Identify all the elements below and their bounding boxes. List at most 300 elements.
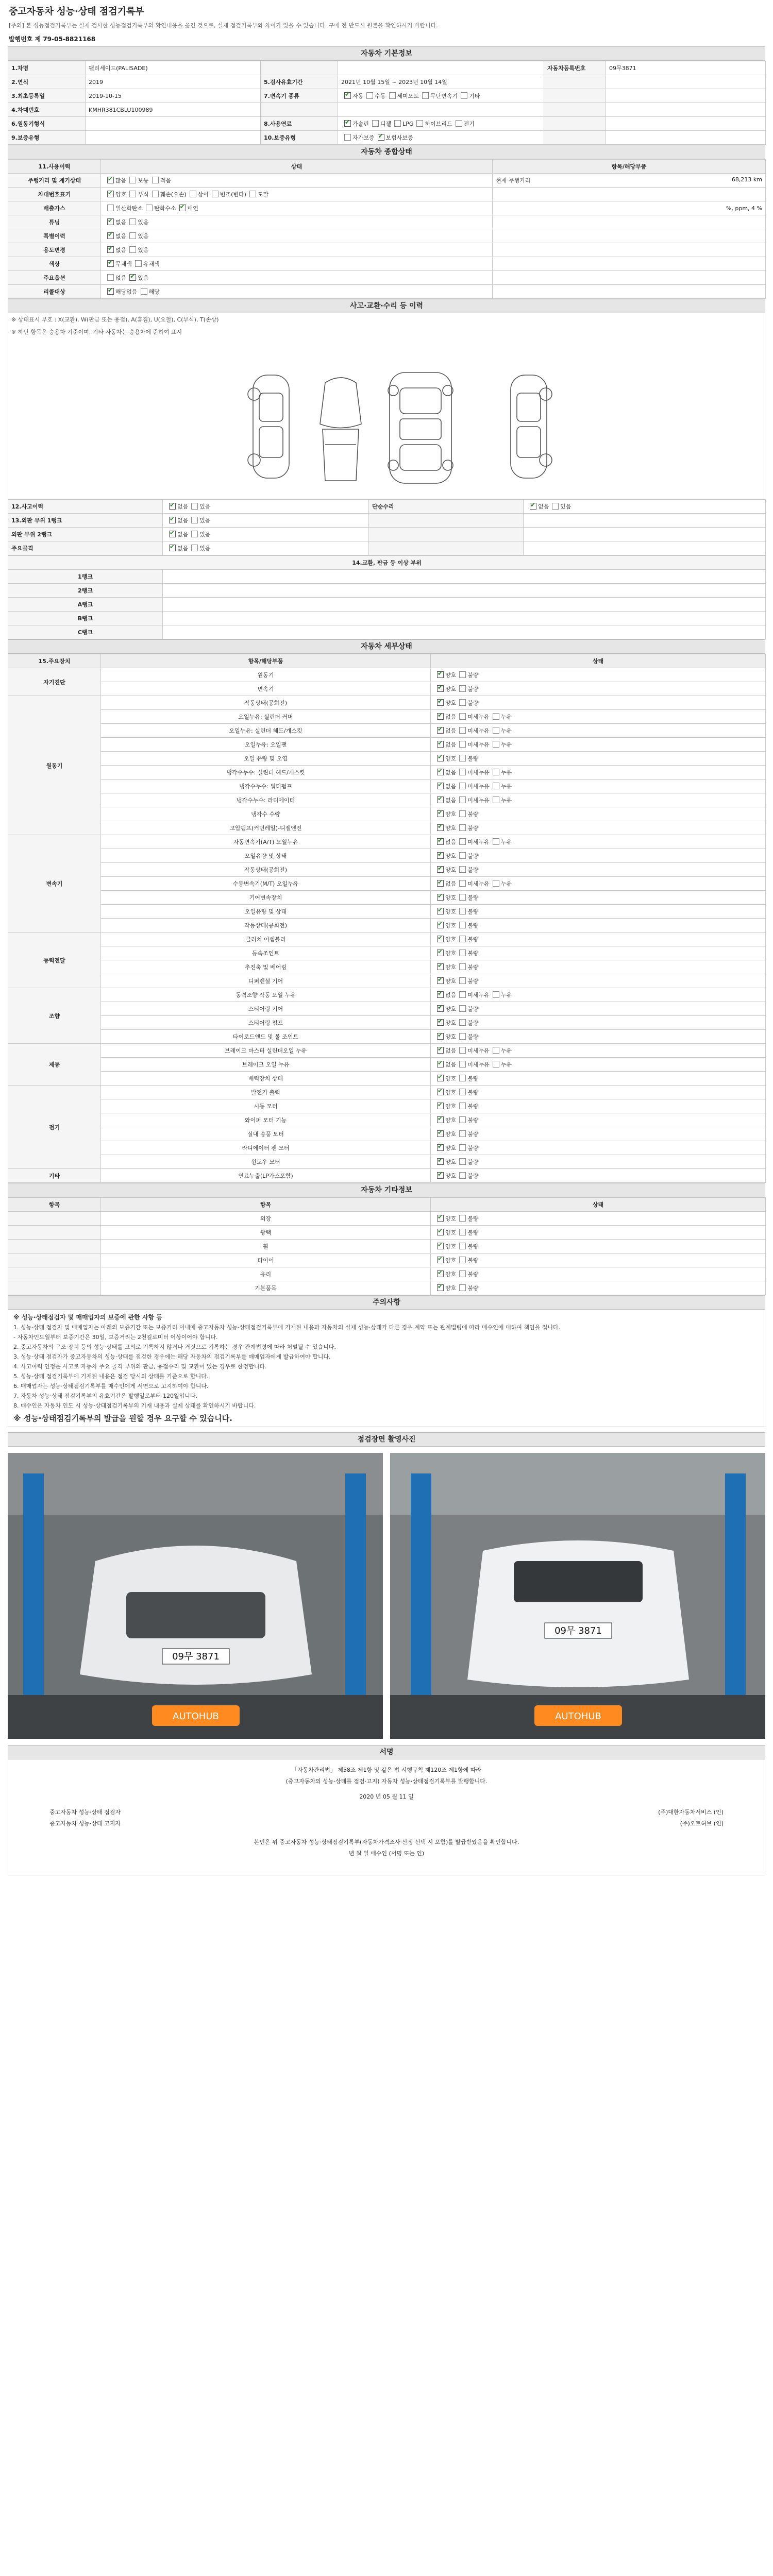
checkbox[interactable] xyxy=(459,838,466,845)
checkbox[interactable] xyxy=(190,191,196,197)
checkbox[interactable] xyxy=(129,246,136,253)
checkbox[interactable] xyxy=(372,120,379,127)
checkbox-label: 양호 xyxy=(445,894,457,901)
basic-row xyxy=(8,103,766,117)
overall-note-value: %, ppm, 4 % xyxy=(726,205,762,212)
checkbox[interactable] xyxy=(107,218,114,225)
checkbox[interactable] xyxy=(437,755,444,761)
checkbox[interactable] xyxy=(459,1075,466,1081)
checkbox[interactable] xyxy=(459,936,466,942)
checkbox-label: 일산화탄소 xyxy=(115,205,143,212)
checkbox[interactable] xyxy=(459,1172,466,1179)
checkbox[interactable] xyxy=(459,699,466,706)
basic-cell-v2 xyxy=(338,61,544,75)
cautions-title: ※ 성능·상태점검자 및 매매업자의 보증에 관한 사항 등 xyxy=(13,1314,162,1321)
detail-state xyxy=(431,933,766,946)
checkbox[interactable] xyxy=(107,274,114,281)
checkbox-label: 없음 xyxy=(445,741,457,748)
checkbox[interactable] xyxy=(493,1047,499,1054)
checkbox[interactable] xyxy=(191,531,198,537)
basic-cell-l1: 2.연식 xyxy=(8,75,86,89)
checkbox[interactable] xyxy=(437,741,444,748)
checkbox[interactable] xyxy=(107,177,114,183)
checkbox-label: 불량 xyxy=(467,755,479,762)
detail-state xyxy=(431,1141,766,1155)
checkbox-label: 미세누유 xyxy=(467,714,490,720)
overall-options xyxy=(101,201,493,215)
checkbox[interactable] xyxy=(459,769,466,775)
checkbox-label: 양호 xyxy=(445,1159,457,1165)
checkbox[interactable] xyxy=(459,1089,466,1095)
checkbox[interactable] xyxy=(459,810,466,817)
checkbox[interactable] xyxy=(191,517,198,523)
basic-row xyxy=(8,61,766,75)
other-group xyxy=(8,1226,101,1240)
checkbox[interactable] xyxy=(437,977,444,984)
checkbox[interactable] xyxy=(152,191,159,197)
rear-brand: AUTOHUB xyxy=(555,1711,601,1722)
checkbox[interactable] xyxy=(437,922,444,928)
overall-header: 11.사용이력 xyxy=(8,160,101,174)
other-table xyxy=(8,1197,766,1295)
buyer-confirm: 본인은 위 중고자동차 성능·상태점검기록부(자동차가격조사·산정 선택 시 포함)를 발급받았음을 확인합니다. xyxy=(254,1839,519,1845)
checkbox[interactable] xyxy=(459,1144,466,1151)
checkbox-label: 있음 xyxy=(138,275,149,281)
basic-cell-v1: 팰리세이드(PALISADE) xyxy=(86,61,261,75)
checkbox[interactable] xyxy=(459,880,466,887)
checkbox[interactable] xyxy=(459,1243,466,1249)
detail-state xyxy=(431,891,766,905)
checkbox[interactable] xyxy=(191,503,198,510)
detail-state xyxy=(431,1155,766,1169)
checkbox[interactable] xyxy=(422,92,429,99)
rank-row xyxy=(8,584,766,598)
detail-item: 브레이크 마스터 실린더오일 누유 xyxy=(101,1044,431,1058)
basic-cell-l3 xyxy=(544,117,606,131)
checkbox[interactable] xyxy=(437,1144,444,1151)
detail-header: 15.주요장치 xyxy=(8,654,101,668)
checkbox[interactable] xyxy=(437,1019,444,1026)
overall-row xyxy=(8,188,766,201)
checkbox[interactable] xyxy=(459,1005,466,1012)
rear-photo xyxy=(390,1453,765,1739)
detail-item: 작동상태(공회전) xyxy=(101,863,431,877)
dealer-label: 중고자동차 성능·상태 고지자 xyxy=(49,1820,121,1827)
detail-row xyxy=(8,1099,766,1113)
checkbox[interactable] xyxy=(459,894,466,901)
checkbox-label: 양호 xyxy=(115,191,127,198)
checkbox-label: 양호 xyxy=(445,1285,457,1292)
basic-cell-l3 xyxy=(544,131,606,145)
checkbox[interactable] xyxy=(129,191,136,197)
detail-item: 냉각수누수: 실린더 헤드/개스킷 xyxy=(101,766,431,779)
checkbox[interactable] xyxy=(378,134,384,141)
checkbox[interactable] xyxy=(459,685,466,692)
accident-label-2 xyxy=(369,514,524,528)
checkbox[interactable] xyxy=(493,783,499,789)
checkbox[interactable] xyxy=(437,1075,444,1081)
checkbox[interactable] xyxy=(437,810,444,817)
accident-options-2 xyxy=(524,500,766,514)
overall-note xyxy=(493,229,766,243)
checkbox[interactable] xyxy=(212,191,219,197)
checkbox[interactable] xyxy=(459,824,466,831)
detail-state xyxy=(431,668,766,682)
detail-state xyxy=(431,905,766,919)
overall-label: 차대번호표기 xyxy=(8,188,101,201)
overall-row xyxy=(8,215,766,229)
checkbox[interactable] xyxy=(437,1215,444,1222)
checkbox[interactable] xyxy=(493,741,499,748)
overall-options xyxy=(101,188,493,201)
detail-item: 윈도우 모터 xyxy=(101,1155,431,1169)
checkbox-label: 없음 xyxy=(445,797,457,804)
basic-cell-v3 xyxy=(606,89,766,103)
checkbox[interactable] xyxy=(459,671,466,678)
detail-item: 냉각수 수량 xyxy=(101,807,431,821)
checkbox-label: 양호 xyxy=(445,867,457,873)
checkbox-label: 양호 xyxy=(445,1229,457,1236)
detail-state xyxy=(431,779,766,793)
detail-item: 발전기 출력 xyxy=(101,1086,431,1099)
checkbox[interactable] xyxy=(459,991,466,998)
overall-options xyxy=(101,243,493,257)
checkbox[interactable] xyxy=(437,1284,444,1291)
checkbox[interactable] xyxy=(459,741,466,748)
checkbox[interactable] xyxy=(141,288,147,295)
legend-note: ※ 하단 항목은 승용차 기준이며, 기타 자동차는 승용차에 준하여 표시 xyxy=(11,329,182,335)
checkbox[interactable] xyxy=(459,1158,466,1165)
checkbox-label: 양호 xyxy=(445,686,457,692)
detail-item: 오일유량 및 상태 xyxy=(101,849,431,863)
car-outline-diagram xyxy=(243,362,562,491)
detail-state xyxy=(431,1030,766,1044)
checkbox-label: 불량 xyxy=(467,1006,479,1012)
overall-options xyxy=(101,229,493,243)
checkbox[interactable] xyxy=(456,120,462,127)
checkbox-label: 불량 xyxy=(467,867,479,873)
checkbox[interactable] xyxy=(179,205,186,211)
checkbox[interactable] xyxy=(107,232,114,239)
checkbox[interactable] xyxy=(366,92,373,99)
accident-row xyxy=(8,514,766,528)
other-state xyxy=(431,1240,766,1253)
overall-row xyxy=(8,201,766,215)
detail-item: 스티어링 펌프 xyxy=(101,1016,431,1030)
checkbox[interactable] xyxy=(459,1019,466,1026)
overall-header: 항목/해당부품 xyxy=(493,160,766,174)
checkbox[interactable] xyxy=(437,1243,444,1249)
checkbox[interactable] xyxy=(169,531,176,537)
detail-item: 작동상태(공회전) xyxy=(101,696,431,710)
checkbox[interactable] xyxy=(459,755,466,761)
checkbox-label: 누유 xyxy=(500,741,512,748)
checkbox[interactable] xyxy=(107,260,114,267)
checkbox-label: 양호 xyxy=(445,672,457,679)
checkbox[interactable] xyxy=(169,503,176,510)
checkbox[interactable] xyxy=(493,838,499,845)
checkbox-label: 양호 xyxy=(445,1103,457,1110)
checkbox-label: 미세누유 xyxy=(467,797,490,804)
checkbox[interactable] xyxy=(493,880,499,887)
detail-header: 상태 xyxy=(431,654,766,668)
checkbox[interactable] xyxy=(530,503,536,510)
basic-cell-l2: 7.변속기 종류 xyxy=(261,89,338,103)
checkbox-label: 있음 xyxy=(199,503,211,510)
detail-item: 자동변속기(A/T) 오일누유 xyxy=(101,835,431,849)
caution-line: - 자동차인도일부터 보증기간은 30일, 보증거리는 2천킬로미터 이상이어야 합니다. xyxy=(13,1334,218,1341)
checkbox[interactable] xyxy=(437,894,444,901)
checkbox[interactable] xyxy=(437,936,444,942)
overall-note xyxy=(493,188,766,201)
checkbox[interactable] xyxy=(459,1033,466,1040)
checkbox-label: 없음 xyxy=(445,992,457,998)
checkbox-label: 양호 xyxy=(445,1271,457,1278)
checkbox-label: 매연 xyxy=(187,205,198,212)
checkbox[interactable] xyxy=(437,1061,444,1067)
detail-row xyxy=(8,849,766,863)
checkbox[interactable] xyxy=(459,908,466,914)
checkbox-label: 불량 xyxy=(467,922,479,929)
overall-label: 배출가스 xyxy=(8,201,101,215)
checkbox[interactable] xyxy=(437,1047,444,1054)
checkbox[interactable] xyxy=(459,922,466,928)
detail-row xyxy=(8,891,766,905)
detail-state xyxy=(431,807,766,821)
checkbox[interactable] xyxy=(107,191,114,197)
checkbox[interactable] xyxy=(169,517,176,523)
basic-table xyxy=(8,61,766,145)
checkbox-label: 세미오토 xyxy=(397,93,419,99)
checkbox[interactable] xyxy=(129,177,136,183)
detail-state xyxy=(431,849,766,863)
checkbox[interactable] xyxy=(135,260,142,267)
detail-state xyxy=(431,1169,766,1183)
checkbox[interactable] xyxy=(459,1215,466,1222)
checkbox[interactable] xyxy=(437,1005,444,1012)
basic-row xyxy=(8,131,766,145)
checkbox[interactable] xyxy=(437,1158,444,1165)
checkbox[interactable] xyxy=(437,769,444,775)
checkbox[interactable] xyxy=(437,783,444,789)
checkbox[interactable] xyxy=(459,1130,466,1137)
caution-line: 3. 성능·상태 점검자가 중고자동차의 성능·상태를 점검한 경우에는 해당 자동차의 점검기록부를 매매업자에게 발급하여야 합니다. xyxy=(13,1353,331,1360)
checkbox[interactable] xyxy=(129,218,136,225)
checkbox-label: 양호 xyxy=(445,1075,457,1082)
checkbox[interactable] xyxy=(437,671,444,678)
other-state xyxy=(431,1226,766,1240)
detail-item: 디퍼렌셜 기어 xyxy=(101,974,431,988)
detail-item: 오일유량 및 상태 xyxy=(101,905,431,919)
checkbox[interactable] xyxy=(437,1257,444,1263)
checkbox[interactable] xyxy=(437,1033,444,1040)
checkbox[interactable] xyxy=(493,713,499,720)
checkbox[interactable] xyxy=(437,1116,444,1123)
checkbox[interactable] xyxy=(437,1270,444,1277)
checkbox[interactable] xyxy=(493,796,499,803)
checkbox[interactable] xyxy=(437,908,444,914)
checkbox-label: 불량 xyxy=(467,936,479,943)
checkbox-label: 불량 xyxy=(467,672,479,679)
checkbox[interactable] xyxy=(437,796,444,803)
overall-row xyxy=(8,285,766,299)
checkbox-label: 없음 xyxy=(115,233,127,240)
checkbox[interactable] xyxy=(493,1061,499,1067)
rank-value xyxy=(163,584,766,598)
checkbox[interactable] xyxy=(459,950,466,956)
checkbox[interactable] xyxy=(107,288,114,295)
detail-state xyxy=(431,863,766,877)
checkbox-label: 훼손(오손) xyxy=(160,191,187,198)
checkbox[interactable] xyxy=(437,685,444,692)
checkbox[interactable] xyxy=(344,134,351,141)
checkbox-label: 양호 xyxy=(445,853,457,859)
accident-label: 12.사고이력 xyxy=(8,500,163,514)
checkbox[interactable] xyxy=(437,1172,444,1179)
checkbox[interactable] xyxy=(437,866,444,873)
checkbox[interactable] xyxy=(249,191,256,197)
other-item: 유리 xyxy=(101,1267,431,1281)
checkbox[interactable] xyxy=(459,1229,466,1235)
checkbox-label: 무채색 xyxy=(115,261,132,267)
checkbox[interactable] xyxy=(459,727,466,734)
other-item: 휠 xyxy=(101,1240,431,1253)
checkbox[interactable] xyxy=(459,866,466,873)
overall-label: 리콜대상 xyxy=(8,285,101,299)
rank-label: C랭크 xyxy=(8,625,163,639)
rank-head: 14.교환, 판금 등 이상 부위 xyxy=(8,556,766,570)
rank-row xyxy=(8,598,766,612)
checkbox[interactable] xyxy=(459,1061,466,1067)
checkbox[interactable] xyxy=(437,838,444,845)
overall-label: 특별이력 xyxy=(8,229,101,243)
rank-label: 2랭크 xyxy=(8,584,163,598)
detail-item: 브레이크 오일 누유 xyxy=(101,1058,431,1072)
checkbox[interactable] xyxy=(169,545,176,551)
other-group xyxy=(8,1212,101,1226)
checkbox[interactable] xyxy=(437,1130,444,1137)
checkbox[interactable] xyxy=(459,1257,466,1263)
detail-group: 전기 xyxy=(8,1086,101,1169)
checkbox[interactable] xyxy=(437,963,444,970)
overall-row xyxy=(8,243,766,257)
checkbox[interactable] xyxy=(493,727,499,734)
checkbox-label: 있음 xyxy=(199,517,211,524)
checkbox-label: 양호 xyxy=(445,1020,457,1026)
checkbox[interactable] xyxy=(552,503,559,510)
basic-cell-l1: 3.최초등록일 xyxy=(8,89,86,103)
checkbox[interactable] xyxy=(459,1284,466,1291)
checkbox[interactable] xyxy=(152,177,159,183)
detail-row xyxy=(8,793,766,807)
checkbox-label: 없음 xyxy=(445,714,457,720)
checkbox[interactable] xyxy=(459,977,466,984)
checkbox[interactable] xyxy=(437,1229,444,1235)
checkbox-label: 불량 xyxy=(467,1285,479,1292)
section-overall: 자동차 종합상태 xyxy=(8,145,765,159)
checkbox[interactable] xyxy=(344,92,351,99)
checkbox-label: 양호 xyxy=(445,1243,457,1250)
checkbox[interactable] xyxy=(107,205,114,211)
checkbox[interactable] xyxy=(394,120,401,127)
checkbox-label: 누유 xyxy=(500,880,512,887)
checkbox[interactable] xyxy=(459,852,466,859)
checkbox[interactable] xyxy=(129,274,136,281)
checkbox[interactable] xyxy=(459,783,466,789)
checkbox[interactable] xyxy=(459,796,466,803)
detail-group: 기타 xyxy=(8,1169,101,1183)
front-photo xyxy=(8,1453,383,1739)
other-row xyxy=(8,1267,766,1281)
detail-state xyxy=(431,1058,766,1072)
checkbox[interactable] xyxy=(437,852,444,859)
checkbox[interactable] xyxy=(389,92,396,99)
checkbox[interactable] xyxy=(437,824,444,831)
checkbox-label: 미세누유 xyxy=(467,769,490,776)
checkbox[interactable] xyxy=(459,1103,466,1109)
checkbox[interactable] xyxy=(437,1103,444,1109)
checkbox[interactable] xyxy=(146,205,153,211)
checkbox[interactable] xyxy=(344,120,351,127)
basic-cell-v2 xyxy=(338,89,544,103)
checkbox-label: 없음 xyxy=(177,531,189,538)
checkbox[interactable] xyxy=(459,963,466,970)
checkbox-label: 불량 xyxy=(467,1131,479,1138)
checkbox[interactable] xyxy=(107,246,114,253)
checkbox-label: 불량 xyxy=(467,950,479,957)
checkbox[interactable] xyxy=(493,769,499,775)
detail-group: 변속기 xyxy=(8,835,101,933)
checkbox-label: 불량 xyxy=(467,1103,479,1110)
checkbox[interactable] xyxy=(437,713,444,720)
caution-line: 1. 성능·상태 점검자 및 매매업자는 아래의 보증기간 또는 보증거리 이내에 중고자동차 성능·상태점검기록부에 기재된 내용과 자동차의 실제 성능·상태가 다른 경우 계약 또는 관계법령에 따라 매수인에 대하여 책임을 집니다. xyxy=(13,1324,561,1331)
accident-options-2 xyxy=(524,528,766,541)
basic-row xyxy=(8,89,766,103)
rear-plate: 09무 3871 xyxy=(554,1625,602,1636)
checkbox[interactable] xyxy=(461,92,467,99)
overall-options xyxy=(101,257,493,271)
checkbox[interactable] xyxy=(459,1270,466,1277)
checkbox[interactable] xyxy=(437,991,444,998)
other-header: 상태 xyxy=(431,1198,766,1212)
detail-group: 원동기 xyxy=(8,696,101,835)
checkbox[interactable] xyxy=(437,880,444,887)
checkbox[interactable] xyxy=(437,1089,444,1095)
checkbox[interactable] xyxy=(459,713,466,720)
checkbox[interactable] xyxy=(129,232,136,239)
checkbox[interactable] xyxy=(437,950,444,956)
checkbox[interactable] xyxy=(437,699,444,706)
detail-item: 등속조인트 xyxy=(101,946,431,960)
detail-item: 오일 유량 및 오염 xyxy=(101,752,431,766)
checkbox-label: 불량 xyxy=(467,1257,479,1264)
checkbox-label: 양호 xyxy=(445,978,457,985)
checkbox-label: 있음 xyxy=(138,233,149,240)
checkbox-label: 디젤 xyxy=(380,121,392,127)
checkbox[interactable] xyxy=(459,1047,466,1054)
accident-row xyxy=(8,500,766,514)
checkbox-label: 불량 xyxy=(467,1033,479,1040)
checkbox[interactable] xyxy=(416,120,423,127)
detail-row xyxy=(8,821,766,835)
checkbox[interactable] xyxy=(459,1116,466,1123)
detail-state xyxy=(431,793,766,807)
checkbox[interactable] xyxy=(493,991,499,998)
accident-label-2: 단순수리 xyxy=(369,500,524,514)
checkbox[interactable] xyxy=(191,545,198,551)
checkbox[interactable] xyxy=(437,727,444,734)
detail-row xyxy=(8,766,766,779)
